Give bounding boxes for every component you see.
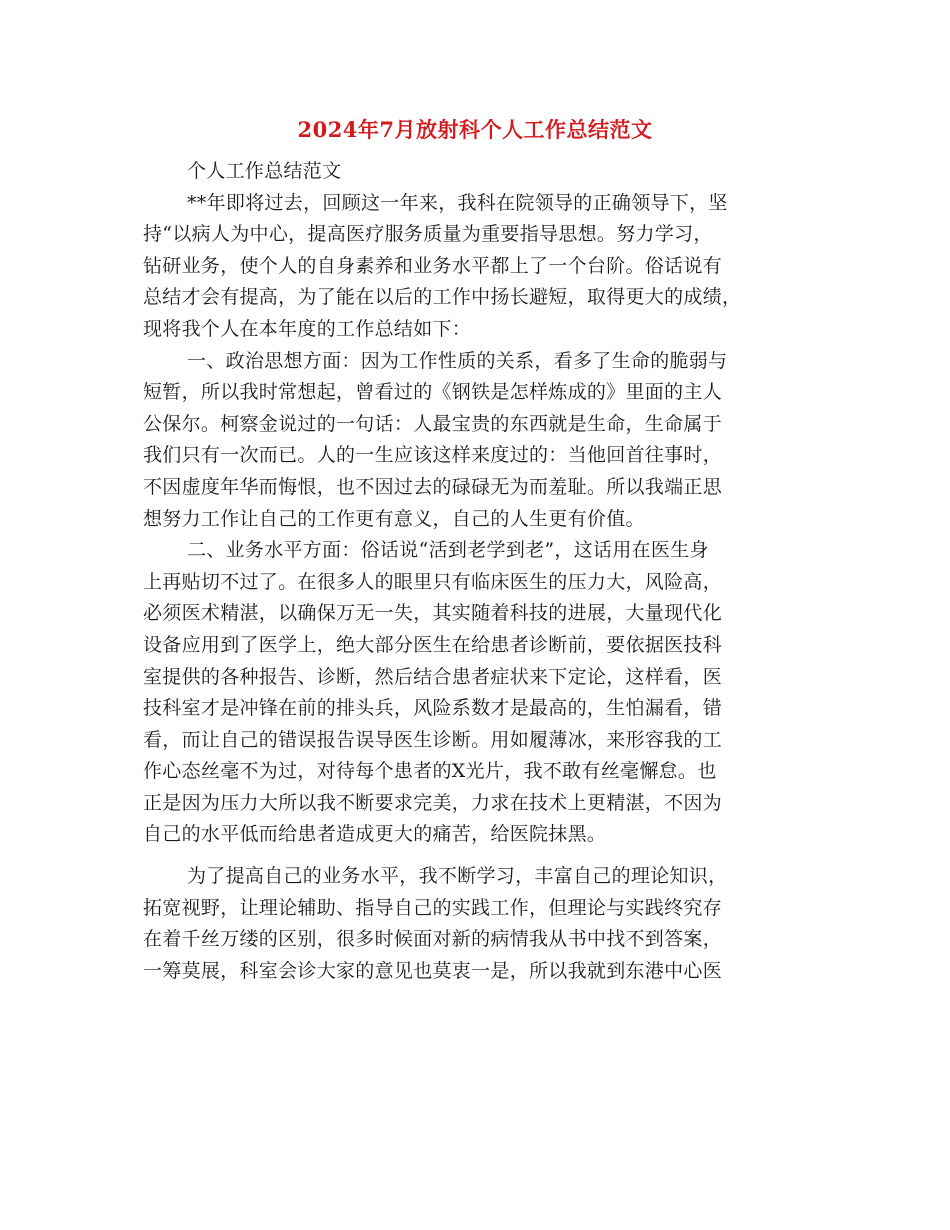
text-line: 正是因为压力大所以我不断要求完美，力求在技术上更精湛，不因为 bbox=[143, 791, 723, 814]
text-line: 短暂，所以我时常想起，曾看过的《钢铁是怎样炼成的》里面的主人 bbox=[143, 381, 723, 404]
paragraph-gap bbox=[143, 851, 811, 861]
text-line: 看，而让自己的错误报告误导医生诊断。用如履薄冰，来形容我的工 bbox=[143, 728, 723, 751]
text-line: 室提供的各种报告、诊断，然后结合患者症状来下定论，这样看，医 bbox=[143, 665, 723, 688]
text-line: 个人工作总结范文 bbox=[187, 160, 342, 182]
text-line: 一筹莫展，科室会诊大家的意见也莫衷一是，所以我就到东港中心医 bbox=[143, 959, 723, 982]
text-line: 我们只有一次而已。人的一生应该这样来度过的：当他回首往事时， bbox=[143, 444, 723, 467]
text-line: 拓宽视野，让理论辅助、指导自己的实践工作，但理论与实践终究存 bbox=[143, 896, 723, 919]
text-line: 总结才会有提高，为了能在以后的工作中扬长避短，取得更大的成绩， bbox=[143, 286, 742, 309]
text-line: 在着千丝万缕的区别，很多时候面对新的病情我从书中找不到答案， bbox=[143, 928, 723, 951]
document-title: 2024年7月放射科个人工作总结范文 bbox=[297, 117, 653, 142]
text-line: 钻研业务，使个人的自身素养和业务水平都上了一个台阶。俗话说有 bbox=[143, 254, 723, 277]
text-line: 技科室才是冲锋在前的排头兵，风险系数才是最高的，生怕漏看，错 bbox=[143, 697, 723, 720]
text-line: 作心态丝毫不为过，对待每个患者的X光片，我不敢有丝毫懈怠。也 bbox=[143, 760, 717, 783]
text-line: 上再贴切不过了。在很多人的眼里只有临床医生的压力大，风险高， bbox=[143, 570, 723, 593]
text-line: 公保尔。柯察金说过的一句话：人最宝贵的东西就是生命，生命属于 bbox=[143, 412, 723, 435]
text-line: 一、政治思想方面：因为工作性质的关系，看多了生命的脆弱与 bbox=[187, 349, 728, 372]
text-line: 自己的水平低而给患者造成更大的痛苦，给医院抹黑。 bbox=[143, 823, 607, 846]
text-line: 设备应用到了医学上，绝大部分医生在给患者诊断前，要依据医技科 bbox=[143, 633, 723, 656]
document-body bbox=[143, 156, 811, 987]
text-line: 不因虚度年华而悔恨，也不因过去的碌碌无为而羞耻。所以我端正思 bbox=[143, 475, 723, 498]
text-line: **年即将过去，回顾这一年来，我科在院领导的正确领导下，坚 bbox=[187, 191, 728, 214]
text-line: 现将我个人在本年度的工作总结如下： bbox=[143, 317, 472, 340]
text-line: 为了提高自己的业务水平，我不断学习，丰富自己的理论知识， bbox=[187, 865, 728, 888]
text-line: 二、业务水平方面：俗话说“活到老学到老”，这话用在医生身 bbox=[187, 539, 709, 562]
text-line: 持“以病人为中心，提高医疗服务质量为重要指导思想。努力学习， bbox=[143, 223, 713, 246]
text-line: 必须医术精湛，以确保万无一失，其实随着科技的进展，大量现代化 bbox=[143, 602, 723, 625]
text-line: 想努力工作让自己的工作更有意义，自己的人生更有价值。 bbox=[143, 507, 645, 530]
